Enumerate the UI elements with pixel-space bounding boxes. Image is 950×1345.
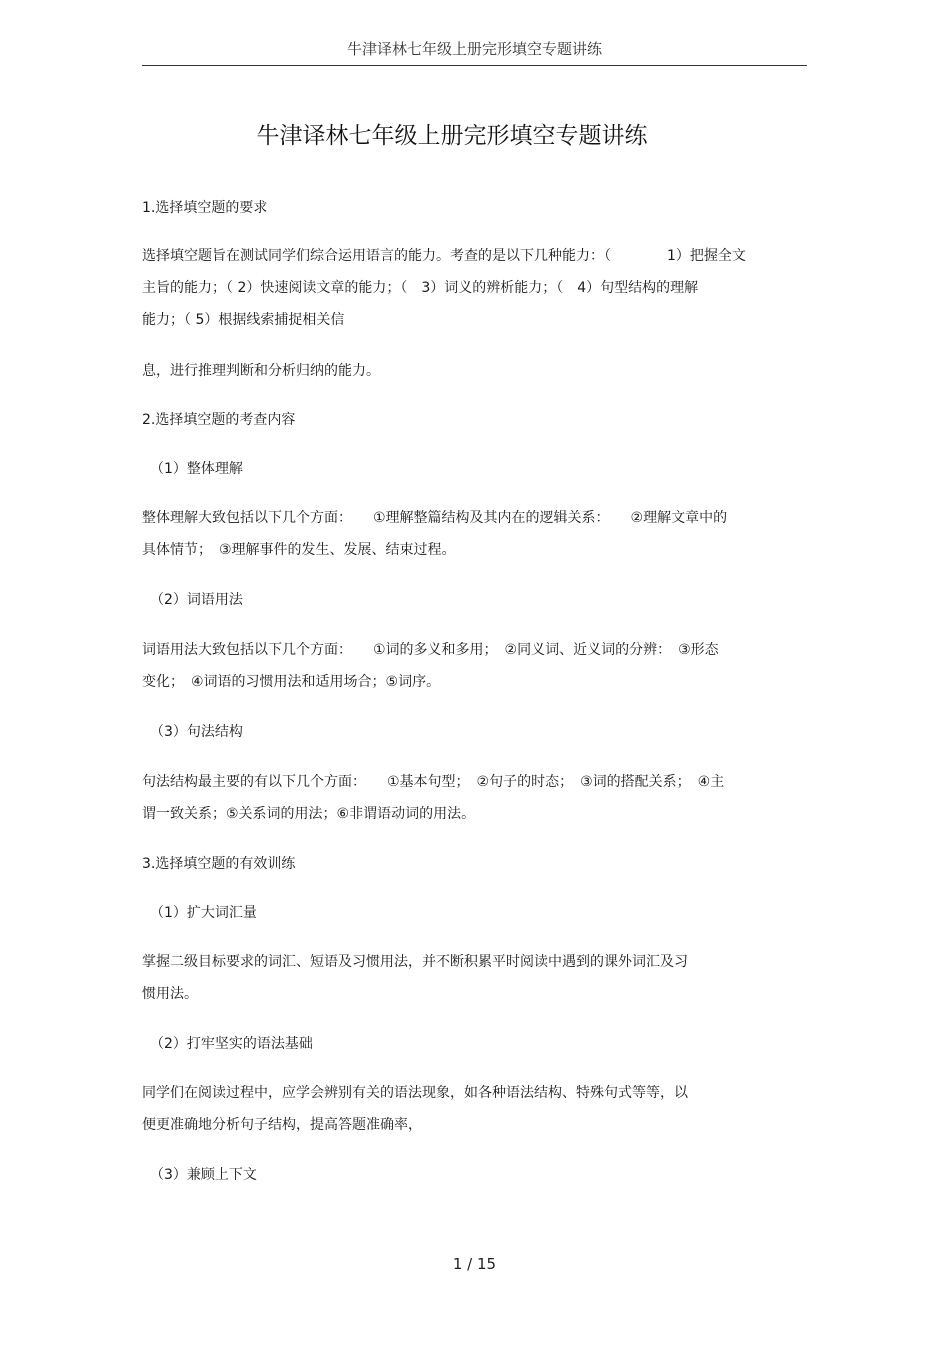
paragraph-line: 息，进行推理判断和分析归纳的能力。 (142, 363, 380, 379)
section-1-paragraph-1 (142, 240, 807, 336)
paragraph-line: 掌握二级目标要求的词汇、短语及习惯用法，并不断积累平时阅读中遇到的课外词汇及习 (142, 954, 688, 970)
paragraph-line: 便更准确地分析句子结构，提高答题准确率， (142, 1117, 422, 1133)
subsection-heading-text: （1）扩大词汇量 (150, 905, 257, 921)
paragraph-line: 具体情节； ③理解事件的发生、发展、结束过程。 (142, 542, 456, 558)
paragraph-line: 选择填空题旨在测试同学们综合运用语言的能力。考查的是以下几种能力：（ 1）把握全文 (142, 248, 746, 264)
subsection-heading-text: （3）句法结构 (150, 724, 243, 740)
subsection-grammar-foundation (150, 1028, 815, 1060)
section-1-heading (142, 192, 807, 224)
paragraph-line: 句法结构最主要的有以下几个方面： ①基本句型； ②句子的时态； ③词的搭配关系； ④主 (142, 774, 725, 790)
section-1-heading-text: 1.选择填空题的要求 (142, 200, 268, 216)
paragraph-expand-vocabulary (142, 946, 807, 1010)
page-indicator: 1 / 15 (452, 1255, 497, 1273)
subsection-word-usage (150, 584, 815, 616)
paragraph-sentence-structure (142, 766, 807, 830)
section-2-heading (142, 404, 807, 436)
paragraph-line: 谓一致关系；⑤关系词的用法；⑥非谓语动词的用法。 (142, 806, 476, 822)
paragraph-word-usage (142, 634, 807, 698)
running-header: 牛津译林七年级上册完形填空专题讲练 (346, 40, 602, 58)
paragraph-line: 同学们在阅读过程中，应学会辨别有关的语法现象，如各种语法结构、特殊句式等等，以 (142, 1085, 688, 1101)
paragraph-grammar-foundation (142, 1077, 807, 1141)
subsection-heading-text: （2）打牢坚实的语法基础 (150, 1036, 313, 1052)
paragraph-line: 能力；（ 5）根据线索捕捉相关信 (142, 312, 345, 328)
section-3-heading (142, 848, 807, 880)
paragraph-line: 词语用法大致包括以下几个方面： ①词的多义和多用； ②同义词、近义词的分辨： ③形态 (142, 642, 719, 658)
subsection-heading-text: （1）整体理解 (150, 461, 243, 477)
paragraph-line: 变化； ④词语的习惯用法和适用场合；⑤词序。 (142, 674, 441, 690)
paragraph-line: 主旨的能力；（ 2）快速阅读文章的能力；（ 3）词义的辨析能力；（ 4）句型结构的理解 (142, 280, 699, 296)
subsection-expand-vocabulary (150, 897, 815, 929)
subsection-overall-understanding (150, 453, 815, 485)
document-title: 牛津译林七年级上册完形填空专题讲练 (256, 123, 648, 149)
paragraph-overall-understanding (142, 502, 807, 566)
section-2-heading-text: 2.选择填空题的考查内容 (142, 412, 296, 428)
header-rule (142, 65, 807, 66)
subsection-heading-text: （3）兼顾上下文 (150, 1167, 257, 1183)
section-3-heading-text: 3.选择填空题的有效训练 (142, 856, 296, 872)
paragraph-line: 整体理解大致包括以下几个方面： ①理解整篇结构及其内在的逻辑关系： ②理解文章中的 (142, 510, 728, 526)
subsection-context (150, 1159, 815, 1191)
section-1-paragraph-2 (142, 355, 807, 387)
subsection-heading-text: （2）词语用法 (150, 592, 243, 608)
subsection-sentence-structure (150, 716, 815, 748)
paragraph-line: 惯用法。 (142, 986, 198, 1002)
